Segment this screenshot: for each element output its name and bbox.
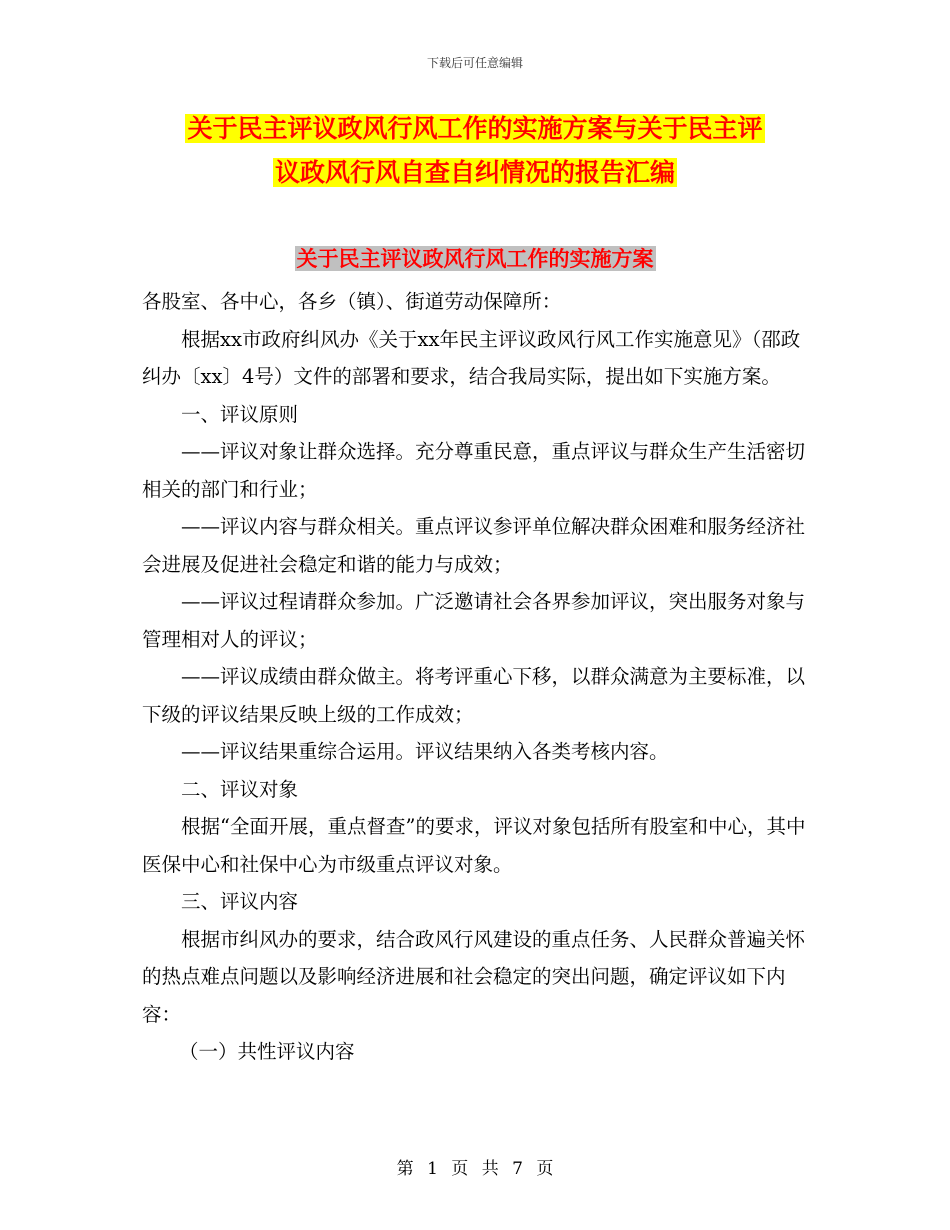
paragraph: 根据市纠风办的要求，结合政风行风建设的重点任务、人民群众普遍关怀的热点难点问题以及影响经济进展和社会稳定的突出问题，确定评议如下内容： [142,927,806,1026]
main-title-line-1 [0,112,950,146]
section-title-text: 关于民主评议政风行风工作的实施方案 [296,246,654,271]
body-text [142,283,812,1071]
paragraph: ——评议成绩由群众做主。将考评重心下移，以群众满意为主要标准，以下级的评议结果反映上级的工作成效； [142,665,806,726]
main-title-text-1: 关于民主评议政风行风工作的实施方案与关于民主评 [187,114,763,143]
header-note: 下载后可任意编辑 [426,56,523,70]
paragraph: 根据“全面开展，重点督查”的要求，评议对象包括所有股室和中心，其中医保中心和社保中心为市级重点评议对象。 [142,815,806,876]
section-heading: 一、评议原则 [181,402,299,426]
section-heading: 三、评议内容 [181,890,299,913]
paragraph: 根据xx市政府纠风办《关于xx年民主评议政风行风工作实施意见》（邵政纠办〔xx〕4号）文件的部署和要求，结合我局实际，提出如下实施方案。 [142,327,801,388]
paragraph: ——评议过程请群众参加。广泛邀请社会各界参加评议，突出服务对象与管理相对人的评议； [142,590,806,651]
section-heading: 二、评议对象 [181,777,299,801]
section-title [0,244,950,274]
subsection-heading: （一）共性评议内容 [179,1040,355,1063]
paragraph: ——评议对象让群众选择。充分尊重民意，重点评议与群众生产生活密切相关的部门和行业； [142,440,806,501]
page-footer: 第 1 页 共 7 页 [396,1159,554,1179]
main-title-text-2: 议政风行风自查自纠情况的报告汇编 [274,158,675,187]
salutation: 各股室、各中心，各乡（镇）、街道劳动保障所： [142,290,562,313]
main-title-line-2 [0,156,950,190]
paragraph: ——评议结果重综合运用。评议结果纳入各类考核内容。 [181,740,669,763]
paragraph: ——评议内容与群众相关。重点评议参评单位解决群众困难和服务经济社会进展及促进社会稳定和谐的能力与成效； [142,515,806,576]
